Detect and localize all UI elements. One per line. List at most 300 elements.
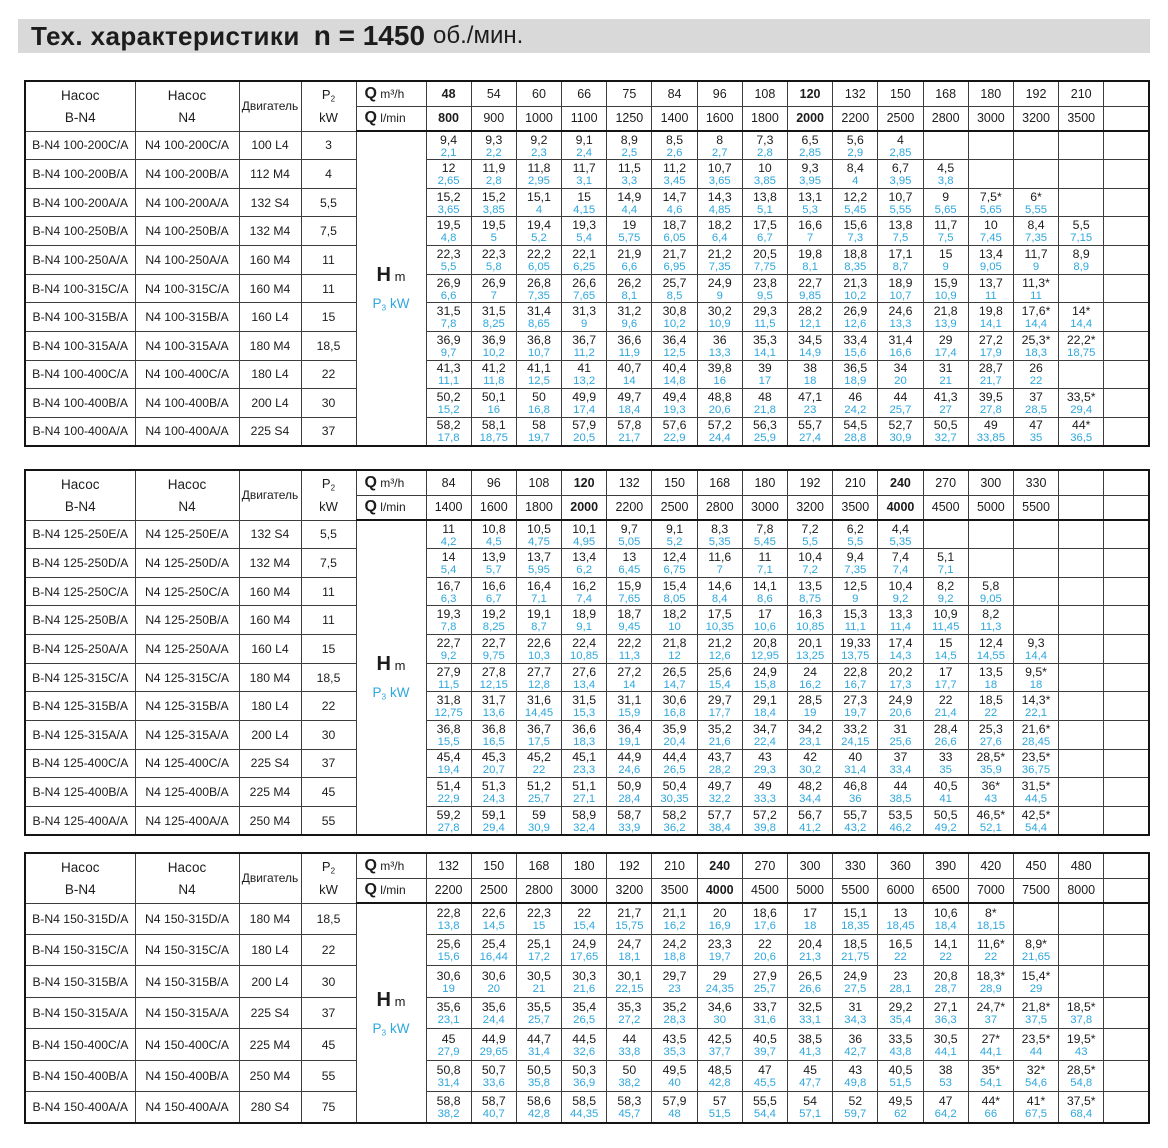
power-kw-value: 43 bbox=[984, 793, 998, 806]
head-m-value: 8* bbox=[985, 906, 997, 921]
head-m-value: 56,7 bbox=[798, 807, 823, 822]
power-kw-value: 11,1 bbox=[844, 621, 866, 634]
power-kw-value: 8,7 bbox=[892, 260, 909, 273]
head-m-value: 29,2 bbox=[888, 1000, 913, 1015]
table-row bbox=[25, 1092, 1149, 1123]
data-cell bbox=[923, 778, 968, 807]
head-m-value: 6,2 bbox=[846, 521, 864, 536]
power-kw-value: 5,35 bbox=[708, 535, 731, 548]
flow-m3h-label-cell bbox=[356, 81, 426, 106]
power-kw-value: 27,2 bbox=[618, 1014, 641, 1027]
motor-value: 200 L4 bbox=[239, 721, 301, 750]
data-cell bbox=[471, 360, 516, 389]
flow-lmin-label-cell bbox=[356, 878, 426, 903]
pump-bn4-name: B-N4 125-400B/A bbox=[25, 778, 135, 807]
power-kw-value: 20 bbox=[894, 375, 907, 388]
pump-n4-column-header bbox=[135, 470, 239, 520]
data-cell bbox=[878, 635, 923, 664]
power-kw-value: 30,35 bbox=[660, 793, 689, 806]
head-m-value: 38 bbox=[938, 1063, 953, 1077]
power-kw-value: 13,3 bbox=[708, 346, 731, 359]
head-m-value: 6,7 bbox=[891, 160, 910, 175]
head-m-value: 57 bbox=[712, 1094, 727, 1109]
power-kw-value: 11,5 bbox=[754, 318, 776, 331]
power-kw-value: 3,85 bbox=[753, 174, 776, 187]
head-m-value: 15,4 bbox=[662, 578, 687, 593]
data-cell bbox=[788, 806, 833, 835]
data-cell bbox=[426, 331, 471, 360]
head-m-value: 51,2 bbox=[527, 779, 551, 794]
data-cell bbox=[607, 966, 652, 997]
data-cell bbox=[1013, 188, 1058, 217]
head-m-value: 58,3 bbox=[617, 1094, 642, 1109]
head-m-value: 19,3 bbox=[572, 218, 597, 233]
q-symbol: Q bbox=[364, 498, 377, 516]
motor-column-header bbox=[239, 853, 301, 903]
head-m-value: 20,5 bbox=[752, 246, 777, 261]
power-kw-value: 7,1 bbox=[757, 564, 773, 576]
power-kw-value: 14,3 bbox=[889, 649, 912, 662]
power-kw-value: 7,4 bbox=[892, 564, 909, 576]
power-kw-value: 17 bbox=[758, 375, 772, 388]
power-kw-value: 22,1 bbox=[1025, 707, 1048, 720]
data-cell bbox=[742, 331, 787, 360]
data-cell bbox=[426, 360, 471, 389]
head-m-value: 22 bbox=[938, 693, 953, 708]
data-cell bbox=[697, 935, 742, 966]
data-cell bbox=[1059, 417, 1104, 446]
data-cell bbox=[788, 966, 833, 997]
data-cell bbox=[833, 966, 878, 997]
data-cell bbox=[697, 663, 742, 692]
power-kw-value: 6,7 bbox=[757, 232, 773, 245]
data-cell bbox=[788, 1029, 833, 1060]
power-kw-value: 53 bbox=[939, 1077, 952, 1089]
head-m-value: 28,4 bbox=[933, 721, 958, 736]
data-cell bbox=[968, 1060, 1013, 1091]
head-m-value: 30,6 bbox=[436, 968, 461, 983]
flow-lmin-value: 4500 bbox=[923, 495, 968, 520]
flow-lmin-value: 4500 bbox=[742, 878, 787, 903]
head-m-value: 15 bbox=[577, 189, 591, 204]
data-cell bbox=[878, 749, 923, 778]
power-kw-value: 7,1 bbox=[937, 564, 954, 576]
flow-empty-cell bbox=[1059, 470, 1104, 495]
data-cell bbox=[652, 360, 697, 389]
pump-bn4-column-header bbox=[25, 470, 135, 520]
data-cell bbox=[1013, 749, 1058, 778]
head-m-value: 5,1 bbox=[937, 550, 955, 564]
data-cell bbox=[516, 360, 561, 389]
data-cell bbox=[878, 160, 923, 189]
power-kw-value: 31,6 bbox=[753, 1014, 776, 1027]
data-cell-empty bbox=[1059, 806, 1104, 835]
power-kw-value: 5,1 bbox=[757, 203, 773, 216]
power-kw-value: 15,9 bbox=[618, 707, 641, 720]
power-kw-value: 17,5 bbox=[527, 735, 550, 748]
head-m-value: 22,3 bbox=[436, 246, 461, 261]
p2-value: 30 bbox=[301, 721, 356, 750]
head-m-value: 30,6 bbox=[481, 968, 506, 983]
power-kw-value: 11,5 bbox=[438, 678, 460, 691]
head-m-value: 20,4 bbox=[798, 937, 823, 952]
p2-value: 18,5 bbox=[301, 663, 356, 692]
head-m-value: 17 bbox=[938, 664, 953, 679]
table-row bbox=[25, 806, 1149, 835]
power-kw-value: 5,35 bbox=[889, 535, 912, 548]
head-m-value: 47,1 bbox=[798, 390, 823, 405]
motor-value: 180 M4 bbox=[239, 903, 301, 934]
head-m-value: 51,3 bbox=[481, 779, 506, 794]
power-kw-value: 38,2 bbox=[437, 1108, 460, 1121]
head-m-value: 10 bbox=[984, 218, 998, 233]
power-kw-value: 3,1 bbox=[576, 174, 593, 187]
data-cell bbox=[426, 131, 471, 160]
data-cell-empty bbox=[968, 549, 1013, 578]
data-cell bbox=[426, 520, 471, 549]
power-kw-value: 16,7 bbox=[844, 678, 867, 691]
head-m-value: 30,5 bbox=[527, 968, 551, 983]
power-kw-value: 2,7 bbox=[711, 146, 728, 159]
power-kw-value: 8,75 bbox=[799, 592, 822, 605]
data-cell bbox=[607, 274, 652, 303]
pump-bn4-name: B-N4 150-400A/A bbox=[25, 1092, 135, 1123]
power-kw-value: 8,4 bbox=[711, 592, 728, 605]
head-m-value: 46,8 bbox=[843, 779, 868, 794]
power-kw-value: 9,2 bbox=[440, 649, 457, 662]
data-cell bbox=[516, 246, 561, 275]
data-cell bbox=[833, 721, 878, 750]
pump-bn4-name: B-N4 150-315A/A bbox=[25, 997, 135, 1028]
power-kw-value: 9,1 bbox=[576, 621, 593, 634]
data-cell bbox=[923, 331, 968, 360]
power-kw-value: 29,4 bbox=[482, 821, 505, 834]
data-cell bbox=[471, 246, 516, 275]
head-m-value: 22,7 bbox=[798, 275, 823, 290]
power-kw-value: 22,4 bbox=[753, 735, 776, 748]
motor-value: 132 S4 bbox=[239, 188, 301, 217]
data-cell-empty bbox=[1013, 160, 1058, 189]
power-kw-value: 25,7 bbox=[527, 1014, 550, 1027]
head-m-value: 40 bbox=[848, 750, 863, 765]
head-m-value: 19,4 bbox=[527, 218, 551, 233]
data-cell-empty bbox=[1104, 692, 1149, 721]
head-m-value: 37 bbox=[1029, 390, 1043, 405]
data-cell bbox=[742, 721, 787, 750]
head-m-value: 33,4 bbox=[843, 332, 868, 347]
pump-n4-name: N4 125-250E/A bbox=[135, 520, 239, 549]
motor-column-header bbox=[239, 470, 301, 520]
header-row-flow-m3h bbox=[25, 853, 1149, 878]
head-m-value: 17,5 bbox=[707, 607, 732, 622]
head-m-value: 44,9 bbox=[617, 750, 642, 765]
flow-m3h-value: 132 bbox=[426, 853, 471, 878]
data-cell bbox=[833, 1029, 878, 1060]
data-cell bbox=[697, 806, 742, 835]
power-kw-value: 9,05 bbox=[979, 592, 1002, 605]
data-cell bbox=[471, 935, 516, 966]
head-m-value: 26,9 bbox=[436, 275, 461, 290]
head-m-value: 16,6 bbox=[798, 218, 823, 233]
power-kw-value: 11 bbox=[984, 289, 997, 302]
power-kw-value: 5,55 bbox=[889, 203, 912, 216]
power-kw-value: 54,4 bbox=[1025, 821, 1048, 834]
data-cell bbox=[471, 806, 516, 835]
head-m-value: 52 bbox=[848, 1094, 863, 1109]
data-cell bbox=[878, 997, 923, 1028]
head-m-value: 9,2 bbox=[530, 132, 548, 147]
flow-empty-cell bbox=[1104, 81, 1149, 106]
head-m-value: 35,6 bbox=[436, 1000, 461, 1015]
flow-m3h-value: 420 bbox=[968, 853, 1013, 878]
head-m-value: 31 bbox=[848, 1000, 863, 1015]
data-cell bbox=[968, 606, 1013, 635]
data-cell bbox=[878, 663, 923, 692]
data-cell bbox=[697, 188, 742, 217]
flow-lmin-value: 1400 bbox=[426, 495, 471, 520]
pump-label: Насос bbox=[61, 87, 100, 103]
data-cell bbox=[788, 935, 833, 966]
power-kw-value: 26,6 bbox=[799, 982, 822, 995]
power-kw-value: 20,4 bbox=[663, 735, 686, 748]
data-cell bbox=[516, 635, 561, 664]
head-m-value: 34 bbox=[893, 361, 908, 376]
head-m-value: 8,2 bbox=[937, 578, 955, 593]
flow-m3h-label-cell bbox=[356, 853, 426, 878]
data-cell bbox=[697, 303, 742, 332]
data-cell bbox=[923, 935, 968, 966]
head-m-value: 58,2 bbox=[662, 807, 687, 822]
head-m-value: 31,8 bbox=[436, 693, 461, 708]
power-kw-value: 19,7 bbox=[527, 432, 550, 445]
motor-value: 250 M4 bbox=[239, 806, 301, 835]
flow-lmin-value: 3200 bbox=[607, 878, 652, 903]
power-kw-value: 27,1 bbox=[573, 793, 596, 806]
data-cell-empty bbox=[1059, 692, 1104, 721]
power-kw-value: 5,4 bbox=[576, 232, 593, 245]
head-power-label-cell bbox=[356, 903, 426, 1123]
data-cell bbox=[471, 188, 516, 217]
pump-bn4-name: B-N4 100-400A/A bbox=[25, 417, 135, 446]
data-cell bbox=[742, 997, 787, 1028]
power-kw-value: 6,7 bbox=[485, 592, 502, 605]
head-m-value: 50,4 bbox=[662, 779, 687, 794]
p2-value: 55 bbox=[301, 1060, 356, 1091]
data-cell bbox=[923, 721, 968, 750]
head-m-value: 12,4 bbox=[662, 550, 687, 564]
p3-label: $P_3$ kW bbox=[372, 1020, 410, 1038]
power-kw-value: 27,8 bbox=[437, 821, 460, 834]
data-cell bbox=[562, 606, 607, 635]
data-cell bbox=[1013, 806, 1058, 835]
data-cell bbox=[562, 635, 607, 664]
power-kw-value: 36,75 bbox=[1021, 764, 1051, 777]
power-kw-value: 33,3 bbox=[753, 793, 776, 806]
data-cell bbox=[833, 217, 878, 246]
data-cell bbox=[1013, 389, 1058, 418]
flow-empty-cell bbox=[1104, 495, 1149, 520]
head-m-value: 42 bbox=[803, 750, 817, 765]
motor-value: 132 M4 bbox=[239, 549, 301, 578]
head-m-value: 13,9 bbox=[481, 550, 506, 564]
head-m-value: 14,1 bbox=[752, 578, 777, 593]
power-kw-value: 8,9 bbox=[1073, 260, 1090, 273]
head-m-value: 13,4 bbox=[978, 246, 1003, 261]
data-cell bbox=[652, 246, 697, 275]
data-cell bbox=[923, 635, 968, 664]
data-cell bbox=[833, 1092, 878, 1123]
power-kw-value: 17,3 bbox=[889, 678, 912, 691]
head-m-value: 24,2 bbox=[662, 937, 687, 952]
data-cell bbox=[607, 1092, 652, 1123]
power-kw-value: 5,4 bbox=[440, 564, 457, 576]
power-kw-value: 3,65 bbox=[437, 203, 460, 216]
data-cell bbox=[968, 217, 1013, 246]
head-m-value: 40,5 bbox=[752, 1031, 777, 1046]
spec-tables-container bbox=[24, 80, 1168, 1124]
data-cell bbox=[878, 303, 923, 332]
data-cell bbox=[426, 217, 471, 246]
power-kw-value: 10,6 bbox=[753, 621, 776, 634]
head-m-value: 31,3 bbox=[572, 304, 597, 319]
head-m-value: 40,5 bbox=[933, 779, 958, 794]
head-m-value: 58,8 bbox=[436, 1094, 461, 1109]
flow-m3h-value: 66 bbox=[562, 81, 607, 106]
head-m-value: 11,5 bbox=[617, 160, 641, 175]
data-cell bbox=[607, 1060, 652, 1091]
power-kw-value: 12,8 bbox=[527, 678, 550, 691]
p2-unit-label: kW bbox=[319, 882, 338, 898]
data-cell bbox=[878, 217, 923, 246]
power-kw-value: 7,5 bbox=[892, 232, 909, 245]
head-m-value: 9,3 bbox=[485, 132, 503, 147]
power-kw-value: 35,9 bbox=[979, 764, 1002, 777]
data-cell bbox=[516, 520, 561, 549]
data-cell bbox=[878, 1092, 923, 1123]
power-kw-value: 10,9 bbox=[934, 289, 957, 302]
head-m-value: 34,2 bbox=[798, 721, 823, 736]
head-m-value: 26,9 bbox=[481, 275, 506, 290]
flow-m3h-value: 330 bbox=[1013, 470, 1058, 495]
flow-m3h-value: 168 bbox=[697, 470, 742, 495]
power-kw-value: 4,15 bbox=[573, 203, 596, 216]
power-kw-value: 43 bbox=[1074, 1045, 1088, 1058]
pump-series-label: B-N4 bbox=[64, 109, 96, 125]
pump-series-label: N4 bbox=[178, 881, 196, 897]
data-cell bbox=[652, 389, 697, 418]
pump-bn4-name: B-N4 125-315B/A bbox=[25, 692, 135, 721]
power-kw-value: 5,55 bbox=[1025, 203, 1048, 216]
table-row bbox=[25, 246, 1149, 275]
motor-value: 180 L4 bbox=[239, 692, 301, 721]
data-cell bbox=[652, 520, 697, 549]
power-kw-value: 36,2 bbox=[663, 821, 686, 834]
power-kw-value: 41,3 bbox=[799, 1045, 822, 1058]
head-m-value: 15,2 bbox=[481, 189, 506, 204]
head-m-value: 57,2 bbox=[707, 418, 732, 433]
power-kw-value: 15,8 bbox=[753, 678, 776, 691]
pump-bn4-name: B-N4 125-400A/A bbox=[25, 806, 135, 835]
data-cell bbox=[652, 1060, 697, 1091]
data-cell bbox=[833, 188, 878, 217]
head-m-value: 22 bbox=[758, 937, 772, 952]
data-cell bbox=[788, 160, 833, 189]
head-m-value: 44,4 bbox=[662, 750, 687, 765]
data-cell bbox=[742, 303, 787, 332]
data-cell bbox=[833, 274, 878, 303]
head-m-value: 42,5 bbox=[707, 1031, 732, 1046]
power-kw-value: 62 bbox=[894, 1108, 907, 1121]
data-cell bbox=[652, 997, 697, 1028]
pump-n4-name: N4 100-315A/A bbox=[135, 331, 239, 360]
data-cell bbox=[471, 663, 516, 692]
power-kw-value: 12,1 bbox=[799, 318, 822, 331]
head-m-value: 19,5 bbox=[481, 218, 506, 233]
data-cell bbox=[742, 1060, 787, 1091]
power-kw-value: 10,85 bbox=[570, 649, 599, 662]
flow-m3h-value: 330 bbox=[833, 853, 878, 878]
data-cell bbox=[607, 997, 652, 1028]
pump-label: Насос bbox=[61, 859, 100, 875]
data-cell bbox=[471, 303, 516, 332]
data-cell-empty bbox=[923, 520, 968, 549]
power-kw-value: 10 bbox=[668, 621, 681, 634]
power-kw-value: 3,85 bbox=[482, 203, 505, 216]
flow-lmin-value: 1600 bbox=[697, 106, 742, 131]
power-kw-value: 30 bbox=[713, 1014, 726, 1027]
power-kw-value: 6,05 bbox=[527, 260, 550, 273]
table-row bbox=[25, 721, 1149, 750]
motor-value: 160 M4 bbox=[239, 577, 301, 606]
data-cell bbox=[516, 721, 561, 750]
data-cell bbox=[652, 303, 697, 332]
head-unit: m bbox=[391, 993, 406, 1009]
power-kw-value: 8,1 bbox=[621, 289, 638, 302]
pump-n4-name: N4 125-250A/A bbox=[135, 635, 239, 664]
q-lmin-unit: l/min bbox=[376, 111, 406, 126]
power-kw-value: 9,7 bbox=[440, 346, 457, 359]
head-m-value: 9 bbox=[942, 189, 950, 204]
pump-bn4-name: B-N4 100-315C/A bbox=[25, 274, 135, 303]
data-cell bbox=[607, 417, 652, 446]
power-kw-value: 9,45 bbox=[618, 621, 641, 634]
p2-value: 22 bbox=[301, 360, 356, 389]
head-m-value: 35,3 bbox=[617, 1000, 642, 1015]
head-m-value: 13 bbox=[622, 550, 637, 564]
power-kw-value: 20 bbox=[487, 982, 501, 995]
pump-bn4-name: B-N4 125-250E/A bbox=[25, 520, 135, 549]
data-cell bbox=[607, 635, 652, 664]
power-kw-value: 5,8 bbox=[485, 260, 502, 273]
flow-m3h-value: 168 bbox=[516, 853, 561, 878]
power-kw-value: 23,1 bbox=[799, 735, 822, 748]
data-cell bbox=[426, 635, 471, 664]
power-kw-value: 32,4 bbox=[573, 821, 596, 834]
data-cell bbox=[742, 160, 787, 189]
power-kw-value: 13,2 bbox=[573, 375, 596, 388]
p2-value: 55 bbox=[301, 806, 356, 835]
power-kw-value: 4,4 bbox=[621, 203, 638, 216]
data-cell-empty bbox=[1104, 549, 1149, 578]
p2-value: 18,5 bbox=[301, 903, 356, 934]
power-kw-value: 14,4 bbox=[1025, 649, 1048, 662]
power-kw-value: 3,3 bbox=[621, 174, 638, 187]
power-kw-value: 5,45 bbox=[844, 203, 867, 216]
p2-value: 15 bbox=[301, 635, 356, 664]
data-cell bbox=[878, 1060, 923, 1091]
data-cell bbox=[471, 274, 516, 303]
power-kw-value: 18,45 bbox=[886, 920, 915, 933]
